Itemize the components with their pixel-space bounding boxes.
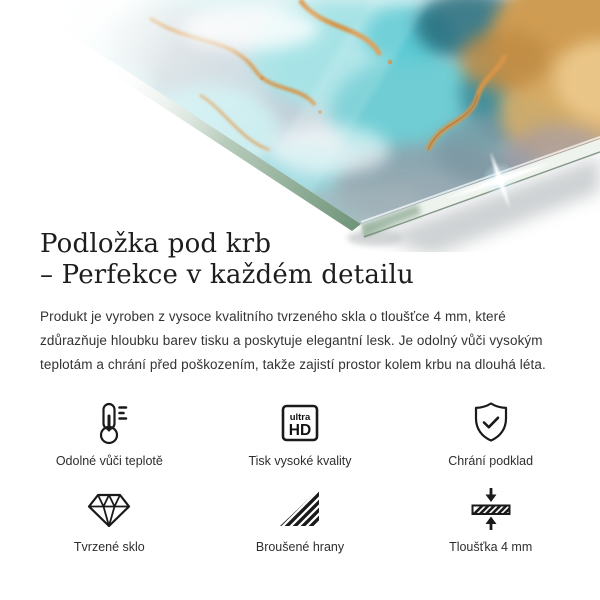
- feature-item-heat-resistant: [14, 399, 205, 468]
- feature-item-thickness: [395, 485, 586, 554]
- page-title-line1: Podložka pod krb: [40, 229, 272, 259]
- shield-check-icon: [467, 399, 515, 447]
- feature-label: Broušené hrany: [255, 540, 345, 554]
- product-description: Produkt je vyroben z vysoce kvalitního tvrzeného skla o tloušťce 4 mm, které zdůrazňuje hloubku barev tisku a poskytuje elegantní lesk. Je odolný vůči vysokým teplotám a chrání před poškozením, takže zajistí prostor kolem krbu na dlouhá léta.: [40, 309, 546, 372]
- feature-item-tempered-glass: [14, 485, 205, 554]
- feature-item-polished-edges: [205, 485, 396, 554]
- feature-label: Tloušťka 4 mm: [449, 540, 533, 554]
- beveled-edges-icon: [276, 485, 324, 533]
- feature-grid: [14, 399, 586, 554]
- feature-label: Chrání podklad: [448, 454, 534, 468]
- diamond-icon: [85, 487, 133, 531]
- ultra-hd-badge-top: ultra: [289, 412, 311, 423]
- feature-label: Tisk vysoké kvality: [248, 454, 352, 468]
- product-hero-image: [0, 0, 600, 252]
- page-title-line2: – Perfekce v každém detailu: [40, 260, 414, 290]
- thickness-icon: [467, 485, 515, 533]
- page-title: [40, 229, 414, 291]
- thermometer-icon: [85, 399, 133, 447]
- feature-label: Odolné vůči teplotě: [55, 454, 163, 468]
- feature-label: Tvrzené sklo: [73, 540, 145, 554]
- ultra-hd-icon: [276, 399, 324, 447]
- ultra-hd-badge-bottom: HD: [288, 422, 312, 439]
- glass-panel-illustration: [0, 0, 600, 252]
- feature-item-protects-surface: [395, 399, 586, 468]
- feature-item-print-quality: [205, 399, 396, 468]
